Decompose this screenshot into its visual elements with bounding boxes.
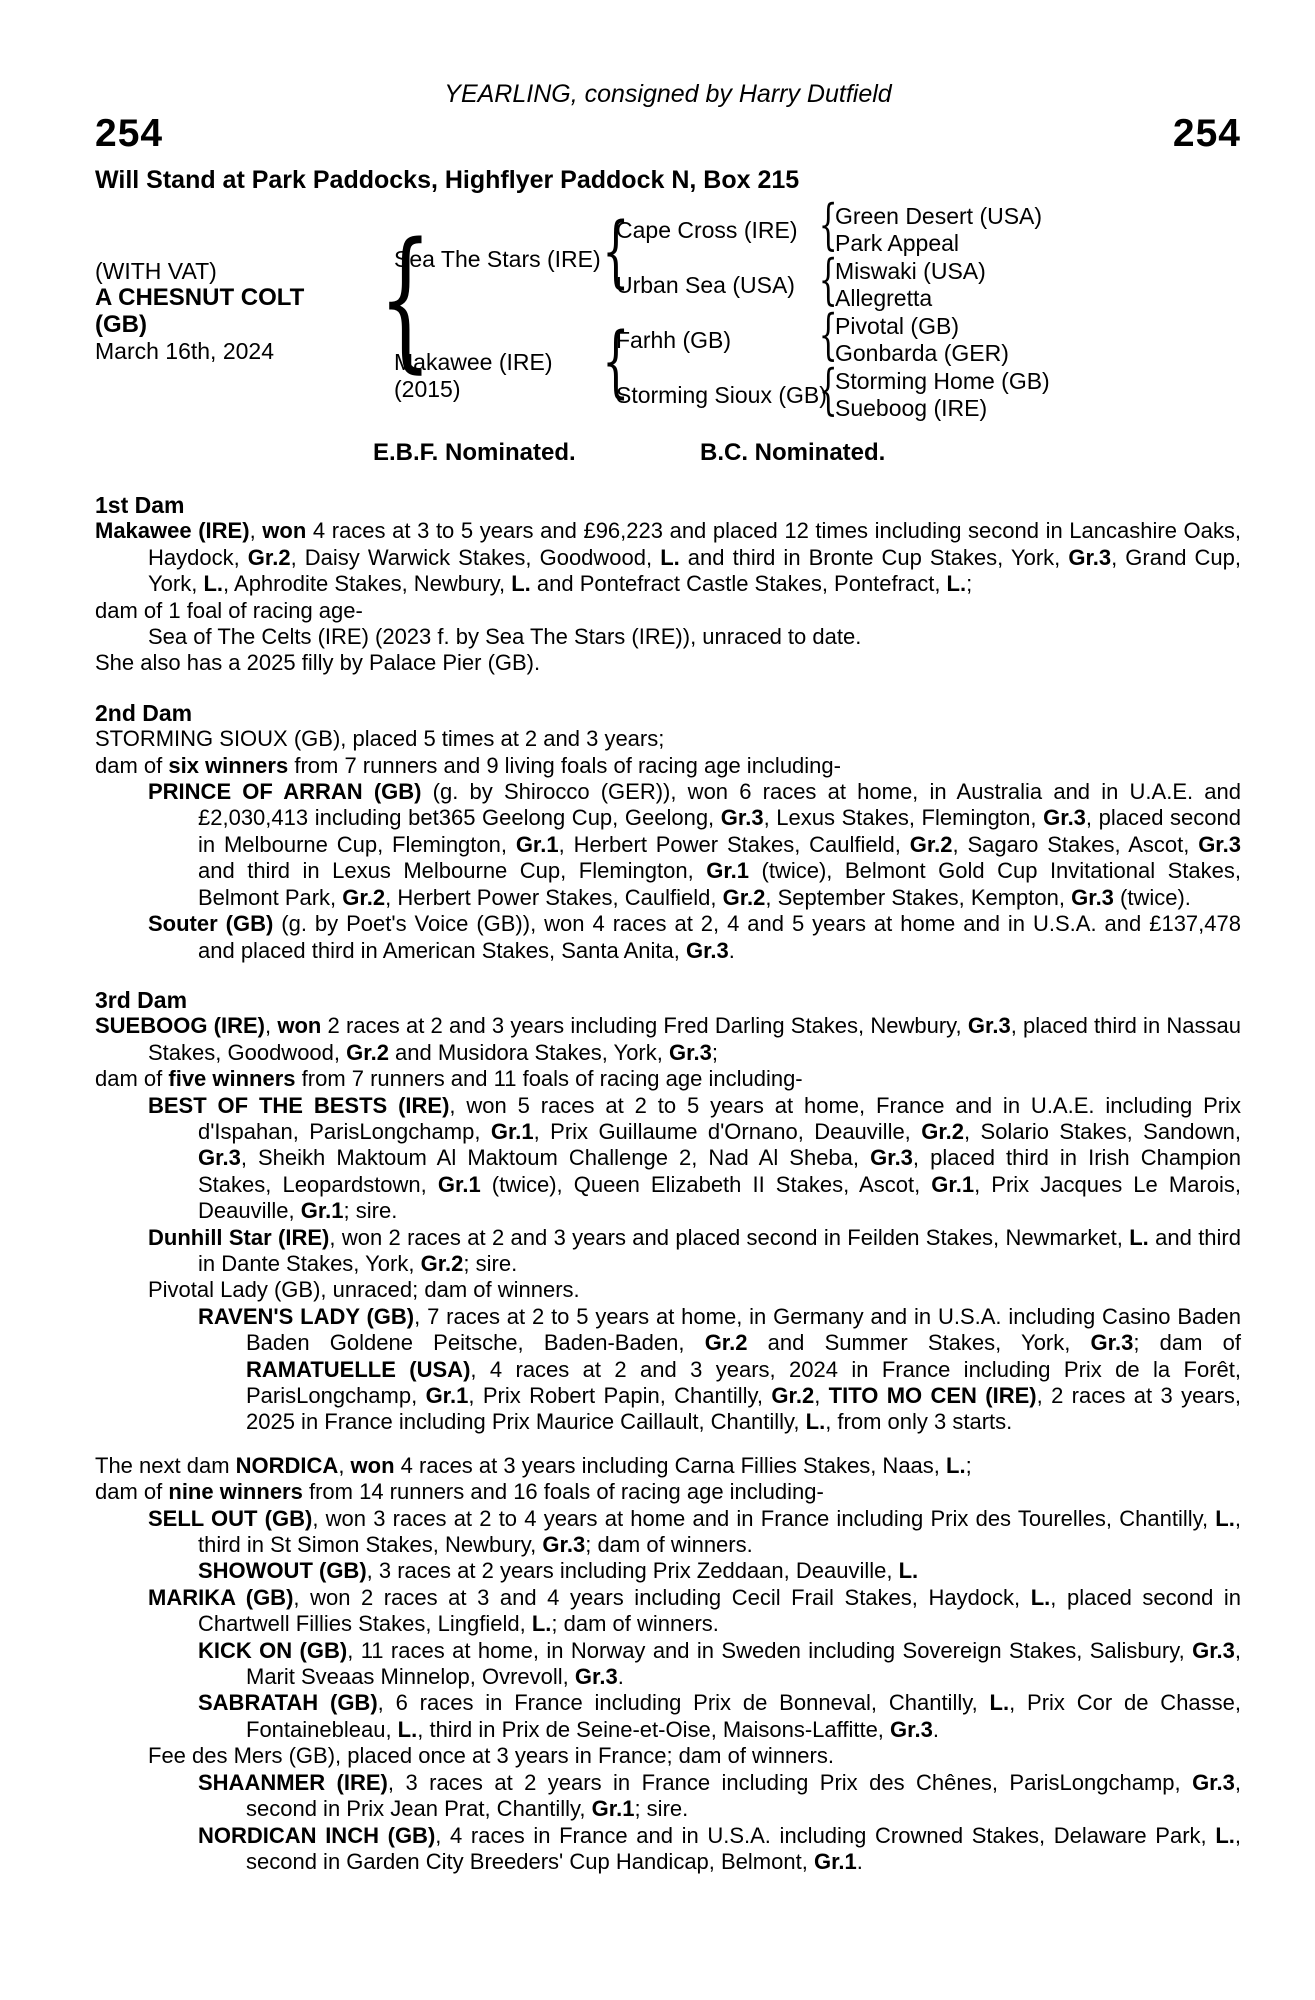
pedigree-text-paragraph: SELL OUT (GB), won 3 races at 2 to 4 years at home and in France including Prix des Tourelles, Chantilly, L., third in St Simon Stakes, Newbury, Gr.3; dam of winners. (148, 1505, 1241, 1558)
gen3-dam-sire-dam: Gonbarda (GER) (835, 340, 1009, 366)
pedigree-text-paragraph: dam of five winners from 7 runners and 11 foals of racing age including- (95, 1066, 803, 1092)
pedigree-brace-main: { (378, 210, 432, 387)
pedigree-text-paragraph: SUEBOOG (IRE), won 2 races at 2 and 3 years including Fred Darling Stakes, Newbury, Gr.3, placed third in Nassau Stakes, Goodwood, Gr.2 and Musidora Stakes, York, Gr.3; (95, 1013, 1241, 1065)
bc-nominated-label: B.C. Nominated. (700, 439, 886, 466)
page-content (95, 0, 1241, 1875)
lot-number-right: 254 (1172, 112, 1241, 155)
pedigree-text-paragraph: Sea of The Celts (IRE) (2023 f. by Sea The Stars (IRE)), unraced to date. (148, 624, 862, 650)
pedigree-text-paragraph: Dunhill Star (IRE), won 2 races at 2 and 3 years and placed second in Feilden Stakes, Newmarket, L. and third in Dante Stakes, York, Gr.2; sire. (148, 1224, 1241, 1276)
gen3-sire-sire-sire: Green Desert (USA) (835, 203, 1043, 229)
pedigree-chart (95, 193, 1241, 433)
gen3-dam-dam-dam: Sueboog (IRE) (835, 395, 988, 421)
pedigree-text-paragraph: The next dam NORDICA, won 4 races at 3 years including Carna Fillies Stakes, Naas, L.; (95, 1452, 972, 1478)
pedigree-text-paragraph: NORDICAN INCH (GB), 4 races in France and in U.S.A. including Crowned Stakes, Delaware Park, L., second in Garden City Breeders' Cup Handicap, Belmont, Gr.1. (198, 1822, 1241, 1874)
pedigree-text-paragraph: dam of nine winners from 14 runners and 16 foals of racing age including- (95, 1479, 824, 1505)
pedigree-text-paragraph: Pivotal Lady (GB), unraced; dam of winners. (148, 1277, 580, 1303)
pedigree-brace-dam: { (602, 317, 630, 407)
subject-name: A CHESNUT COLT (95, 284, 305, 311)
gen3-sire-dam-sire: Miswaki (USA) (835, 258, 986, 284)
dam-section-heading: 3rd Dam (95, 986, 188, 1013)
vat-note: (WITH VAT) (95, 258, 217, 284)
gen3-dam-sire-sire: Pivotal (GB) (835, 313, 959, 339)
pedigree-text-paragraph: SHOWOUT (GB), 3 races at 2 years including Prix Zeddaan, Deauville, L. (198, 1558, 919, 1584)
sire-sire-name: Cape Cross (IRE) (616, 217, 798, 243)
subject-suffix: (GB) (95, 311, 147, 338)
lot-number-row (95, 112, 1241, 155)
pedigree-brace-sire-dam: { (818, 248, 838, 311)
consignor-line: YEARLING, consigned by Harry Dutfield (444, 80, 892, 108)
pedigree-text-paragraph: MARIKA (GB), won 2 races at 3 and 4 years including Cecil Frail Stakes, Haydock, L., placed second in Chartwell Fillies Stakes, Lingfield, L.; dam of winners. (148, 1584, 1241, 1637)
pedigree-brace-sire: { (602, 207, 630, 297)
gen3-sire-sire-dam: Park Appeal (835, 230, 960, 256)
pedigree-text-paragraph: STORMING SIOUX (GB), placed 5 times at 2 and 3 years; (95, 726, 665, 752)
dam-section-heading: 2nd Dam (95, 699, 193, 726)
lot-number-left: 254 (95, 112, 164, 155)
dam-year: (2015) (394, 376, 461, 402)
gen3-dam-dam-sire: Storming Home (GB) (835, 368, 1050, 394)
pedigree-text-paragraph: dam of 1 foal of racing age- (95, 597, 363, 623)
pedigree-text-paragraph: Makawee (IRE), won 4 races at 3 to 5 years and £96,223 and placed 12 times including second in Lancashire Oaks, Haydock, Gr.2, Daisy Warwick Stakes, Goodwood, L. and third in Bronte Cup Stakes, York, Gr.3, Grand Cup, York, L., Aphrodite Stakes, Newbury, L. and Pontefract Castle Stakes, Pontefract, L.; (95, 518, 1242, 597)
sire-dam-name: Urban Sea (USA) (616, 272, 795, 298)
pedigree-text-paragraph: dam of six winners from 7 runners and 9 living foals of racing age including- (95, 752, 841, 778)
sire-name: Sea The Stars (IRE) (394, 246, 601, 272)
pedigree-text-paragraph: BEST OF THE BESTS (IRE), won 5 races at 2 to 5 years at home, France and in U.A.E. including Prix d'Ispahan, ParisLongchamp, Gr.1, Prix Guillaume d'Ornano, Deauville, Gr.2, Solario Stakes, Sandown, Gr.3, Sheikh Maktoum Al Maktoum Challenge 2, Nad Al Sheba, Gr.3, placed third in Irish Champion Stakes, Leopardstown, Gr.1 (twice), Queen Elizabeth II Stakes, Ascot, Gr.1, Prix Jacques Le Marois, Deauville, Gr.1; sire. (148, 1092, 1242, 1224)
dam-sire-name: Farhh (GB) (616, 327, 732, 353)
nominations-line (95, 439, 1241, 469)
catalog-body (95, 492, 1241, 1875)
pedigree-text-paragraph: She also has a 2025 filly by Palace Pier (GB). (95, 650, 541, 676)
pedigree-brace-sire-sire: { (818, 193, 838, 256)
pedigree-text-paragraph: Fee des Mers (GB), placed once at 3 years in France; dam of winners. (148, 1743, 834, 1769)
dam-name: Makawee (IRE) (394, 349, 553, 375)
pedigree-text-paragraph: KICK ON (GB), 11 races at home, in Norway and in Sweden including Sovereign Stakes, Salisbury, Gr.3, Marit Sveaas Minnelop, Ovrevoll, Gr.3. (198, 1637, 1242, 1690)
pedigree-text-paragraph: Souter (GB) (g. by Poet's Voice (GB)), won 4 races at 2, 4 and 5 years at home and in U.S.A. and £137,478 and placed third in American Stakes, Santa Anita, Gr.3. (148, 911, 1241, 963)
dam-dam-name: Storming Sioux (GB) (616, 382, 827, 408)
ebf-nominated-label: E.B.F. Nominated. (373, 439, 576, 466)
pedigree-brace-dam-sire: { (818, 303, 838, 366)
pedigree-text-paragraph: SABRATAH (GB), 6 races in France including Prix de Bonneval, Chantilly, L., Prix Cor de Chasse, Fontainebleau, L., third in Prix de Seine-et-Oise, Maisons-Laffitte, Gr.3. (198, 1690, 1242, 1742)
stand-location-line: Will Stand at Park Paddocks, Highflyer Paddock N, Box 215 (95, 166, 800, 194)
pedigree-text-paragraph: PRINCE OF ARRAN (GB) (g. by Shirocco (GER)), won 6 races at home, in Australia and in U.A.E. and £2,030,413 including bet365 Geelong Cup, Geelong, Gr.3, Lexus Stakes, Flemington, Gr.3, placed second in Melbourne Cup, Flemington, Gr.1, Herbert Power Stakes, Caulfield, Gr.2, Sagaro Stakes, Ascot, Gr.3 and third in Lexus Melbourne Cup, Flemington, Gr.1 (twice), Belmont Gold Cup Invitational Stakes, Belmont Park, Gr.2, Herbert Power Stakes, Caulfield, Gr.2, September Stakes, Kempton, Gr.3 (twice). (148, 779, 1242, 910)
pedigree-text-paragraph: SHAANMER (IRE), 3 races at 2 years in France including Prix des Chênes, ParisLongchamp, Gr.3, second in Prix Jean Prat, Chantilly, Gr.1; sire. (198, 1769, 1241, 1822)
foaling-date: March 16th, 2024 (95, 338, 275, 364)
pedigree-brace-dam-dam: { (818, 358, 838, 421)
pedigree-text-paragraph: RAVEN'S LADY (GB), 7 races at 2 to 5 years at home, in Germany and in U.S.A. including Casino Baden Baden Goldene Peitsche, Baden-Baden, Gr.2 and Summer Stakes, York, Gr.3; dam of RAMATUELLE (USA), 4 races at 2 and 3 years, 2024 in France including Prix de la Forêt, ParisLongchamp, Gr.1, Prix Robert Papin, Chantilly, Gr.2, TITO MO CEN (IRE), 2 races at 3 years, 2025 in France including Prix Maurice Caillault, Chantilly, L., from only 3 starts. (198, 1303, 1241, 1435)
gen3-sire-dam-dam: Allegretta (835, 285, 933, 311)
dam-section-heading: 1st Dam (95, 492, 185, 518)
